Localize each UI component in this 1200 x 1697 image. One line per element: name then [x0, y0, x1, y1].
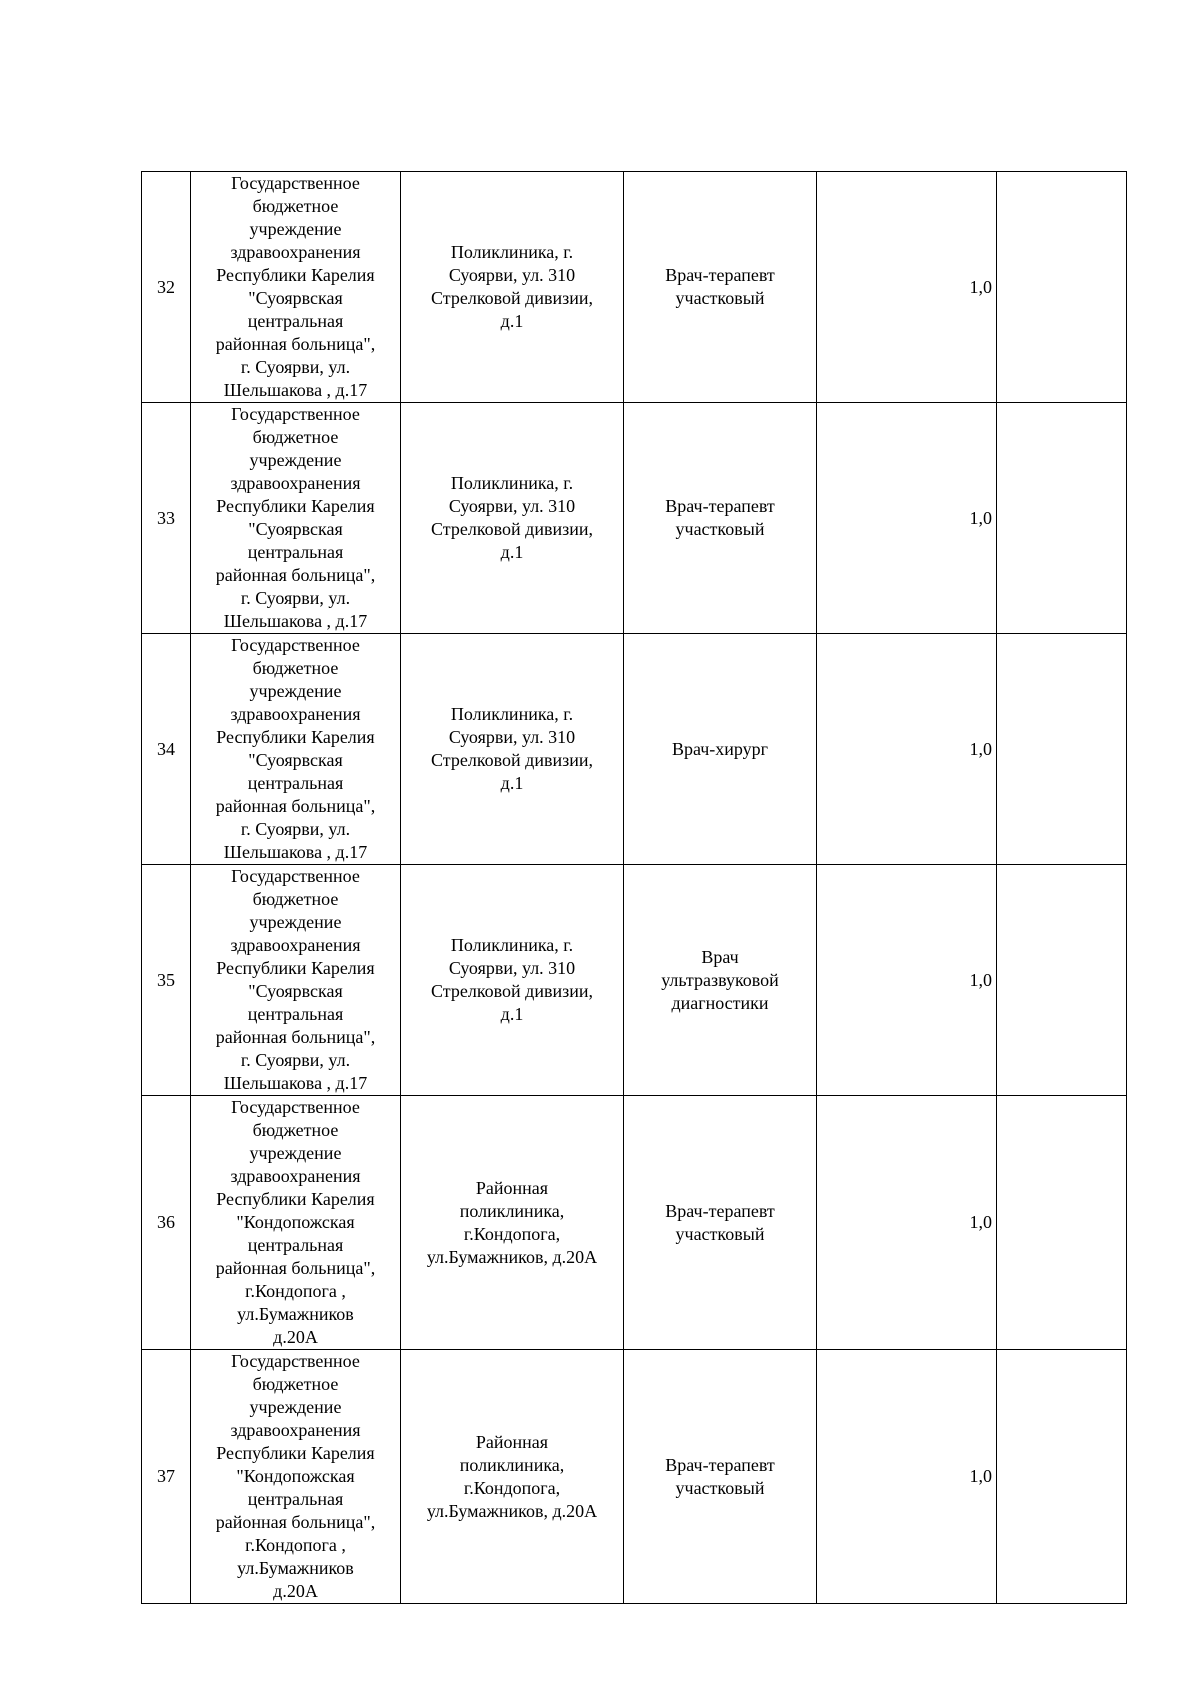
- position-line: Врач-терапевт: [665, 1200, 775, 1221]
- organization-line: Республики Карелия: [216, 958, 375, 978]
- organization-line: районная больница",: [215, 565, 376, 585]
- row-number-cell: 36: [142, 1096, 191, 1350]
- organization-line: Шельшакова , д.17: [223, 842, 368, 862]
- address-line: г.Кондопога,: [463, 1223, 561, 1244]
- position-line: участковый: [675, 1477, 765, 1498]
- address-cell: [401, 172, 624, 403]
- organization-line: здравоохранения: [230, 704, 361, 724]
- organization-line: центральная: [247, 773, 344, 793]
- organization-line: здравоохранения: [230, 935, 361, 955]
- organization-line: учреждение: [249, 219, 342, 239]
- empty-cell: [997, 1096, 1127, 1350]
- organization-line: ул.Бумажников: [237, 1558, 354, 1578]
- position-cell: [624, 865, 817, 1096]
- organization-line: Республики Карелия: [216, 727, 375, 747]
- address-line: г.Кондопога,: [463, 1477, 561, 1498]
- empty-cell: [997, 634, 1127, 865]
- organization-line: Государственное: [231, 404, 360, 424]
- address-line: Суоярви, ул. 310: [448, 958, 576, 978]
- organization-line: ул.Бумажников: [237, 1304, 354, 1324]
- rate-cell: 1,0: [817, 865, 997, 1096]
- position-line: диагностики: [671, 992, 769, 1013]
- organization-line: учреждение: [249, 450, 342, 470]
- position-line: участковый: [675, 1223, 765, 1244]
- row-number-cell: 32: [142, 172, 191, 403]
- organization-cell: [191, 172, 401, 403]
- organization-line: учреждение: [249, 1397, 342, 1417]
- organization-line: Шельшакова , д.17: [223, 611, 368, 631]
- row-number-cell: 35: [142, 865, 191, 1096]
- address-line: поликлиника,: [459, 1454, 565, 1475]
- organization-line: Республики Карелия: [216, 1443, 375, 1463]
- address-line: поликлиника,: [459, 1200, 565, 1221]
- organization-line: Государственное: [231, 1351, 360, 1371]
- organization-line: г. Суоярви, ул.: [240, 357, 351, 377]
- address-line: Суоярви, ул. 310: [448, 727, 576, 747]
- position-cell: [624, 1350, 817, 1604]
- vacancy-table: [141, 171, 1127, 1604]
- organization-line: районная больница",: [215, 334, 376, 354]
- organization-line: центральная: [247, 542, 344, 562]
- position-line: участковый: [675, 519, 765, 539]
- organization-line: бюджетное: [252, 889, 339, 909]
- position-cell: [624, 1096, 817, 1350]
- organization-line: "Кондопожская: [236, 1212, 355, 1232]
- row-number-cell: 37: [142, 1350, 191, 1604]
- position-line: Врач-хирург: [671, 738, 769, 759]
- position-line: Врач: [701, 946, 739, 967]
- position-line: Врач-терапевт: [665, 1454, 775, 1475]
- organization-line: районная больница",: [215, 1512, 376, 1532]
- organization-line: здравоохранения: [230, 1166, 361, 1186]
- address-line: Стрелковой дивизии,: [431, 519, 593, 539]
- position-line: Врач-терапевт: [665, 265, 775, 285]
- table-row: [142, 1350, 1127, 1604]
- rate-cell: 1,0: [817, 1350, 997, 1604]
- table-row: [142, 1096, 1127, 1350]
- organization-line: здравоохранения: [230, 242, 361, 262]
- organization-line: "Суоярвская: [248, 750, 343, 770]
- position-line: Врач-терапевт: [665, 496, 775, 516]
- organization-line: Республики Карелия: [216, 265, 375, 285]
- empty-cell: [997, 403, 1127, 634]
- address-line: Поликлиника, г.: [450, 935, 574, 955]
- address-line: ул.Бумажников, д.20А: [426, 1246, 598, 1267]
- row-number-cell: 33: [142, 403, 191, 634]
- table-row: [142, 403, 1127, 634]
- empty-cell: [997, 1350, 1127, 1604]
- organization-cell: [191, 865, 401, 1096]
- organization-line: г. Суоярви, ул.: [240, 819, 351, 839]
- address-cell: [401, 865, 624, 1096]
- organization-cell: [191, 634, 401, 865]
- organization-line: "Суоярвская: [248, 981, 343, 1001]
- organization-line: бюджетное: [252, 196, 339, 216]
- empty-cell: [997, 865, 1127, 1096]
- address-cell: [401, 403, 624, 634]
- organization-line: районная больница",: [215, 1027, 376, 1047]
- organization-line: здравоохранения: [230, 1420, 361, 1440]
- rate-cell: 1,0: [817, 172, 997, 403]
- organization-line: учреждение: [249, 912, 342, 932]
- address-cell: [401, 1350, 624, 1604]
- organization-line: г.Кондопога ,: [245, 1281, 346, 1301]
- organization-line: г.Кондопога ,: [245, 1535, 346, 1555]
- organization-line: центральная: [247, 1004, 344, 1024]
- address-line: Поликлиника, г.: [450, 704, 574, 724]
- address-line: Суоярви, ул. 310: [448, 496, 576, 516]
- table-row: [142, 634, 1127, 865]
- organization-line: г. Суоярви, ул.: [240, 1050, 351, 1070]
- organization-line: центральная: [247, 1489, 344, 1509]
- address-line: д.1: [500, 542, 524, 562]
- organization-line: районная больница",: [215, 1258, 376, 1278]
- organization-line: здравоохранения: [230, 473, 361, 493]
- organization-line: г. Суоярви, ул.: [240, 588, 351, 608]
- position-line: участковый: [675, 288, 765, 308]
- organization-line: "Кондопожская: [236, 1466, 355, 1486]
- organization-line: Государственное: [231, 635, 360, 655]
- organization-line: учреждение: [249, 681, 342, 701]
- position-cell: [624, 403, 817, 634]
- organization-line: Республики Карелия: [216, 496, 375, 516]
- row-number-cell: 34: [142, 634, 191, 865]
- position-line: ультразвуковой: [661, 969, 779, 990]
- organization-line: центральная: [247, 1235, 344, 1255]
- organization-cell: [191, 1350, 401, 1604]
- address-line: ул.Бумажников, д.20А: [426, 1500, 598, 1521]
- organization-line: "Суоярвская: [248, 519, 343, 539]
- address-line: Поликлиника, г.: [450, 242, 574, 262]
- address-line: Районная: [475, 1177, 549, 1198]
- organization-line: Шельшакова , д.17: [223, 1073, 368, 1093]
- organization-line: Шельшакова , д.17: [223, 380, 368, 400]
- organization-cell: [191, 1096, 401, 1350]
- organization-line: Государственное: [231, 1097, 360, 1117]
- organization-line: бюджетное: [252, 658, 339, 678]
- organization-cell: [191, 403, 401, 634]
- address-line: Стрелковой дивизии,: [431, 750, 593, 770]
- rate-cell: 1,0: [817, 1096, 997, 1350]
- organization-line: д.20А: [273, 1581, 318, 1601]
- organization-line: бюджетное: [252, 427, 339, 447]
- address-line: Районная: [475, 1431, 549, 1452]
- address-line: Суоярви, ул. 310: [448, 265, 576, 285]
- rate-cell: 1,0: [817, 403, 997, 634]
- address-cell: [401, 634, 624, 865]
- vacancy-table-body: [142, 172, 1127, 1604]
- organization-line: д.20А: [273, 1327, 318, 1347]
- address-line: д.1: [500, 1004, 524, 1024]
- table-row: [142, 865, 1127, 1096]
- organization-line: Республики Карелия: [216, 1189, 375, 1209]
- address-line: д.1: [500, 773, 524, 793]
- address-line: Стрелковой дивизии,: [431, 288, 593, 308]
- organization-line: бюджетное: [252, 1120, 339, 1140]
- organization-line: "Суоярвская: [248, 288, 343, 308]
- empty-cell: [997, 172, 1127, 403]
- rate-cell: 1,0: [817, 634, 997, 865]
- position-cell: [624, 172, 817, 403]
- table-row: [142, 172, 1127, 403]
- organization-line: центральная: [247, 311, 344, 331]
- organization-line: бюджетное: [252, 1374, 339, 1394]
- address-line: Поликлиника, г.: [450, 473, 574, 493]
- organization-line: Государственное: [231, 173, 360, 193]
- address-cell: [401, 1096, 624, 1350]
- organization-line: Государственное: [231, 866, 360, 886]
- organization-line: учреждение: [249, 1143, 342, 1163]
- address-line: д.1: [500, 311, 524, 331]
- organization-line: районная больница",: [215, 796, 376, 816]
- address-line: Стрелковой дивизии,: [431, 981, 593, 1001]
- position-cell: [624, 634, 817, 865]
